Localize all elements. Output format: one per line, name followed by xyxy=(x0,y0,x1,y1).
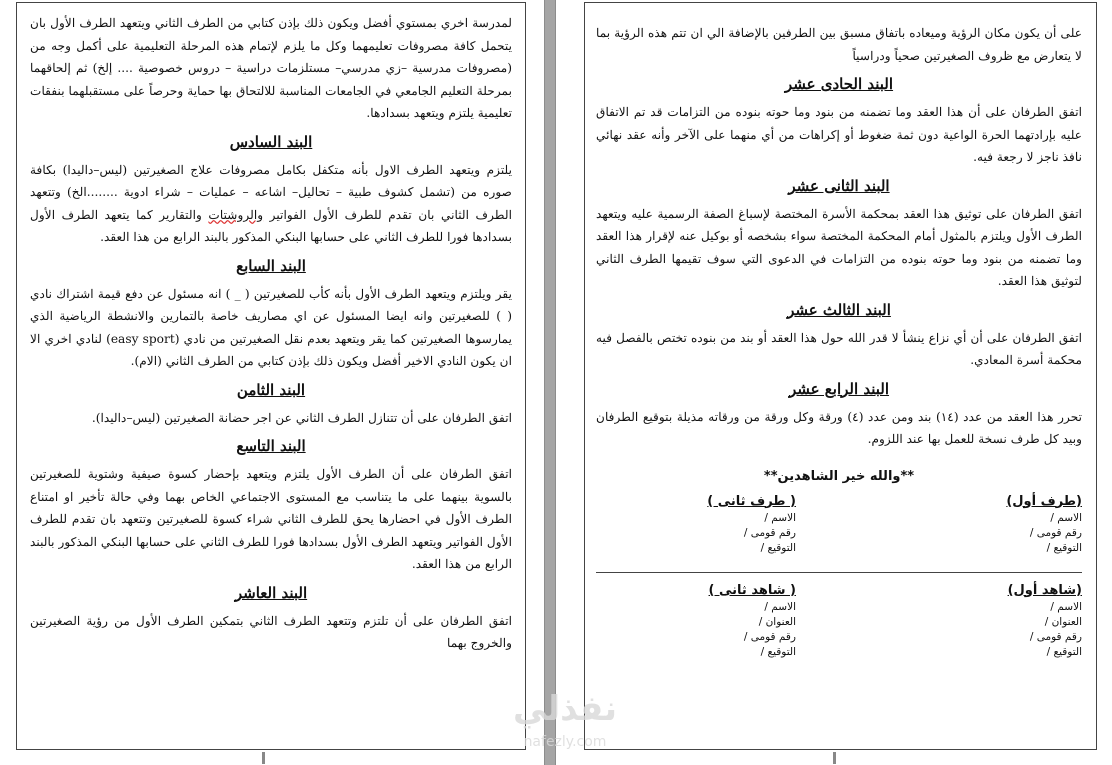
paragraph: اتفق الطرفان على أن تتنازل الطرف الثاني عن اجر حضانة الصغيرتين (ليس–داليدا). xyxy=(91,410,512,425)
page-break-marker xyxy=(833,752,836,764)
paragraph: على أن يكون مكان الرؤية وميعاده باتفاق مسبق بين الطرفين بالإضافة الي ان تتم هذه الرؤية بما لا يتعارض مع ظروف الصغيرتين صحياً ودراسياً xyxy=(596,26,1082,63)
name-label: الاسم / xyxy=(1050,511,1082,524)
national-id-label: رقم قومى / xyxy=(743,526,796,539)
paragraph: اتفق الطرفان على أن تلتزم وتتعهد الطرف الثاني بتمكين الطرف الأول من رؤية الصغيرتين والخروج بهما xyxy=(30,613,512,650)
name-label: الاسم / xyxy=(1050,600,1082,613)
witness2-signature xyxy=(596,583,796,660)
paragraph: يقر ويلتزم ويتعهد الطرف الأول بأنه كأب للصغيرتين ( _ ) انه مسئول عن دفع قيمة اشتراك نادي ( ) للصغيرتين وانه ايضا المسئول عن اي مصاريف خاصة بالتمارين والانشطة الرياضية الذي يمارسوها الصغيرتين كما يقر ويتعهد بعدم نقل الصغيرتين من نادي (easy sport) لنادي اخري الا ان يكون النادي الاخير أفضل ويكون ذلك بإذن كتابي من الطرف الثاني (الام). xyxy=(30,286,512,368)
paragraph: اتفق الطرفان على أن الطرف الأول يلتزم ويتعهد بإحضار كسوة صيفية وشتوية للصغيرتين بالسوية بينهما على ما يتناسب مع المستوى الاجتماعي الخاص بهما وفي حالة تأخير او امتناع الطرف الأول في احضارها يحق للطرف الثاني شراء كسوة للصغيرتين وتتعهد بان تقدم للطرف الأول الفواتير ويتعهد الطرف الأول بسدادها فورا للطرف الثاني على حسابها البنكي المذكور بالبند الرابع من هذا العقد. xyxy=(30,467,512,571)
national-id-label: رقم قومى / xyxy=(1029,630,1082,643)
watermark-domain: nafezly.com xyxy=(523,734,607,750)
witness1-title: (شاهد أول) xyxy=(1007,582,1082,598)
document-page-right xyxy=(555,0,1112,765)
witness1-signature xyxy=(882,583,1082,660)
clause-heading: البند الثالث عشر xyxy=(787,300,891,319)
witness2-title: ( شاهد ثانى ) xyxy=(708,582,796,598)
party1-signature xyxy=(882,494,1082,556)
clause-heading: البند التاسع xyxy=(236,437,306,455)
text-run: يلتزم ويتعهد الطرف الاول بأنه متكفل بكامل مصروفات علاج الصغيرتين (ليس–داليدا) بكافة صوره من (تشمل كشوف طبية – تحاليل– اشاعه – عمليات – شراء ادوية ........الخ) وتتعهد الطرف الثاني بان تقدم للطرف الأول الفواتير xyxy=(30,162,512,222)
paragraph: لمدرسة اخري بمستوي أفضل ويكون ذلك بإذن كتابي من الطرف الثاني ويتعهد الطرف الأول بان يتحمل كافة مصروفات تعليمهما وكل ما يلزم لإتمام هذه المرحلة التعليمية على أكمل وجه من (مصروفات مدرسية –زي مدرسي– مستلزمات دراسية – دروس خصوصية .... إلخ) ثم إلحاقهما بمرحلة التعليم الجامعي في الجامعات المناسبة للالتحاق بها حماية وحرصاً على مستقبلهما بنفقات تعليمية يلتزم ويتعهد بسدادها. xyxy=(30,16,512,120)
paragraph: اتفق الطرفان على توثيق هذا العقد بمحكمة الأسرة المختصة لإسباغ الصفة الرسمية عليه ويتعهد الطرف الأول ويلتزم بالمثول أمام المحكمة المختصة سواء بشخصه أو بوكيل عنه لإقرار هذا العقد وما تضمنه من بنود وما حوته بنوده من التزامات في الدعوى التي سوف تقيمها الطرف الثاني لتوثيق هذا العقد. xyxy=(596,206,1082,288)
clause-heading: البند الثانى عشر xyxy=(788,176,890,195)
address-label: العنوان / xyxy=(1044,615,1082,628)
signature-label: التوقيع / xyxy=(760,645,796,658)
paragraph xyxy=(30,159,512,249)
parties-signatures xyxy=(596,494,1082,556)
clause-heading: البند السادس xyxy=(229,132,313,151)
signature-label: التوقيع / xyxy=(1046,541,1082,554)
address-label: العنوان / xyxy=(758,615,796,628)
paragraph: تحرر هذا العقد من عدد (١٤) بند ومن عدد (٤) ورقة وكل ورقة من ورقاته مذيلة بتوقيع الطرفان وبيد كل طرف نسخة للعمل بها عند اللزوم. xyxy=(596,409,1082,446)
name-label: الاسم / xyxy=(764,511,796,524)
signature-label: التوقيع / xyxy=(1046,645,1082,658)
clause-heading: البند السابع xyxy=(236,256,306,275)
national-id-label: رقم قومى / xyxy=(743,630,796,643)
clause-heading: البند الرابع عشر xyxy=(788,379,890,398)
party2-title: ( طرف ثانى ) xyxy=(707,493,796,509)
party1-title: (طرف أول) xyxy=(1006,493,1082,509)
document-page-left xyxy=(0,0,545,765)
nafezly-watermark xyxy=(485,685,645,765)
paragraph: اتفق الطرفان على أن هذا العقد وما تضمنه من بنود وما حوته بنوده من التزامات قد تم الاتفاق عليه بإرادتهما الحرة الواعية دون ثمة ضغوط أو إكراهات من أي منهما على الآخر وأنه عقد نهائي نافذ ناجز لا رجعة فيه. xyxy=(596,105,1082,164)
name-label: الاسم / xyxy=(764,600,796,613)
page-content xyxy=(30,12,512,661)
clause-heading: البند الحادى عشر xyxy=(784,75,894,93)
page-gutter xyxy=(545,0,555,765)
signature-separator xyxy=(596,572,1082,573)
party2-signature xyxy=(596,494,796,556)
closing-phrase: **والله خير الشاهدين** xyxy=(763,468,915,484)
national-id-label: رقم قومى / xyxy=(1029,526,1082,539)
witnesses-signatures xyxy=(596,583,1082,660)
page-content xyxy=(596,22,1082,660)
paragraph: اتفق الطرفان على أن أي نزاع ينشأ لا قدر الله حول هذا العقد أو بند من بنوده تختص بالفصل فيه محكمة أسرة المعادي. xyxy=(596,330,1082,367)
watermark-logo: نفذلي xyxy=(512,689,618,729)
signature-label: التوقيع / xyxy=(760,541,796,554)
clause-heading: البند الثامن xyxy=(236,380,306,399)
text-run: والتقارير كما يتعهد الطرف الأول بسدادها فورا للطرف الثاني على حسابها البنكي المذكور بالبند الرابع من هذا العقد. xyxy=(30,207,512,244)
clause-heading: البند العاشر xyxy=(234,583,308,602)
page-break-marker xyxy=(262,752,265,764)
spellcheck-word[interactable]: والروشتات xyxy=(208,207,264,222)
